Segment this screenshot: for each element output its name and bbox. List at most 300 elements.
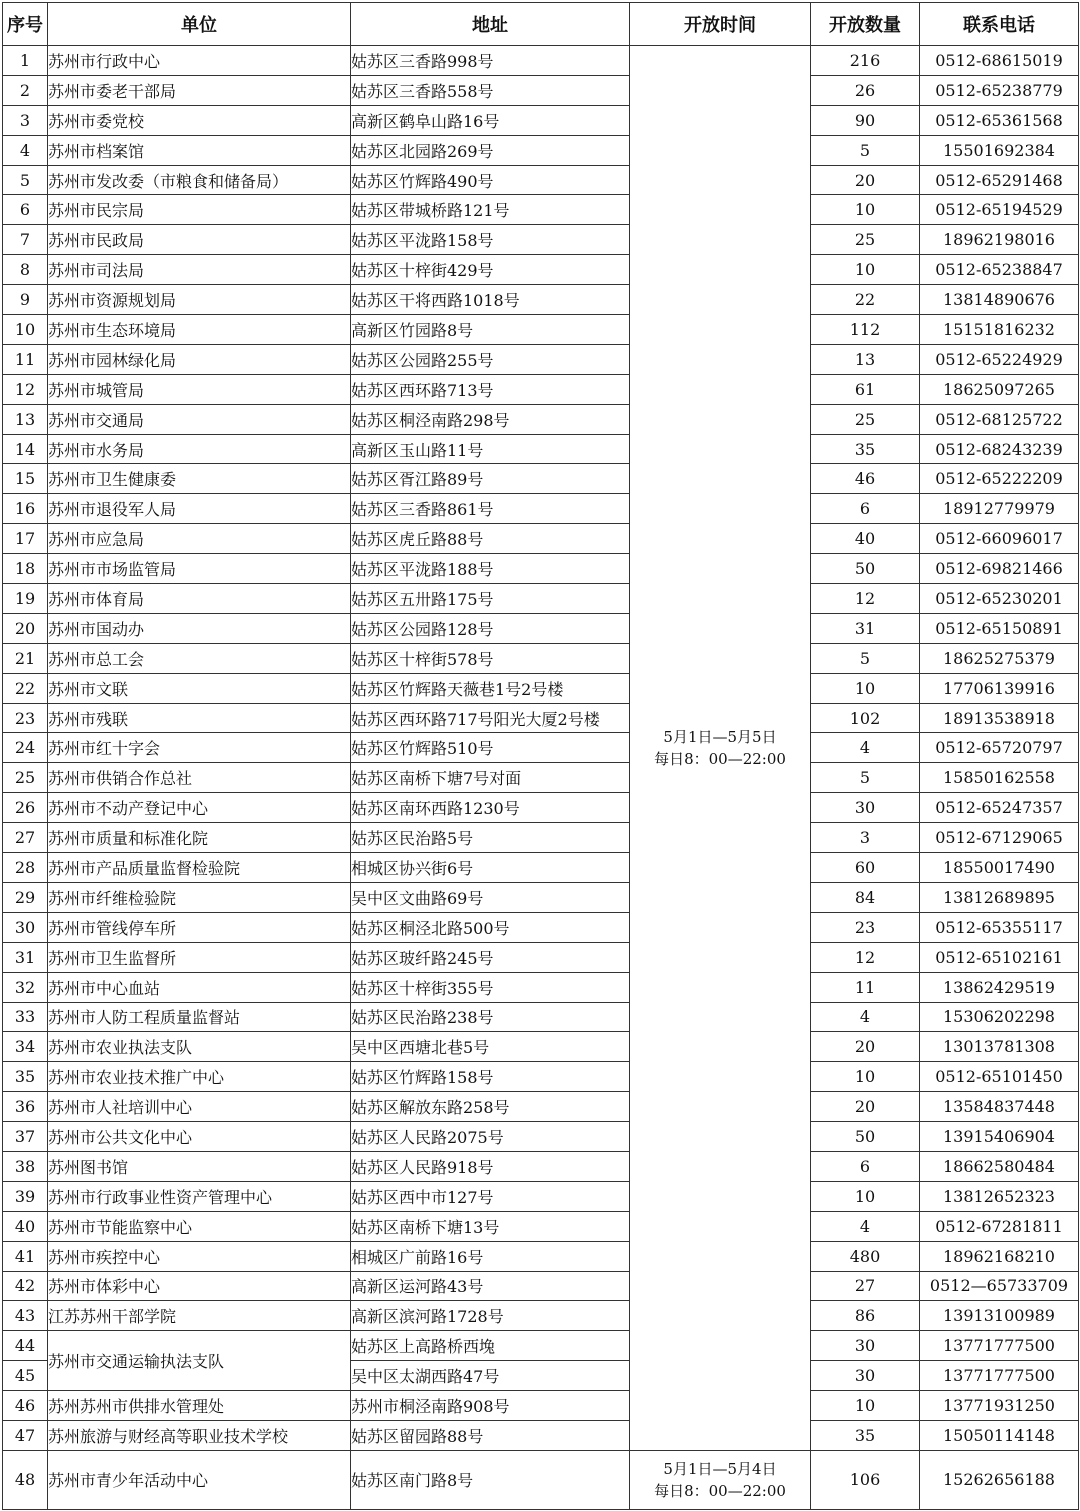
row-number: 17 [3, 524, 48, 554]
contact-phone: 13814890676 [920, 285, 1079, 315]
address: 吴中区太湖西路47号 [351, 1361, 630, 1391]
unit-name: 苏州市民政局 [48, 225, 351, 255]
table-row [3, 1181, 1079, 1211]
open-count: 11 [811, 972, 920, 1002]
unit-name: 苏州市卫生健康委 [48, 464, 351, 494]
open-count: 5 [811, 763, 920, 793]
open-count: 4 [811, 1002, 920, 1032]
address: 姑苏区南环西路1230号 [351, 793, 630, 823]
contact-phone: 18625275379 [920, 643, 1079, 673]
open-count: 26 [811, 75, 920, 105]
contact-phone: 13915406904 [920, 1122, 1079, 1152]
row-number: 36 [3, 1092, 48, 1122]
table-row [3, 1032, 1079, 1062]
open-count: 50 [811, 554, 920, 584]
header-unit: 单位 [48, 3, 351, 46]
contact-phone: 13013781308 [920, 1032, 1079, 1062]
table-row [3, 793, 1079, 823]
address: 姑苏区解放东路258号 [351, 1092, 630, 1122]
row-number: 31 [3, 942, 48, 972]
header-count: 开放数量 [811, 3, 920, 46]
address: 姑苏区桐泾南路298号 [351, 404, 630, 434]
header-phone: 联系电话 [920, 3, 1079, 46]
unit-name: 苏州市发改委（市粮食和储备局） [48, 165, 351, 195]
open-count: 10 [811, 1062, 920, 1092]
unit-name: 苏州市城管局 [48, 374, 351, 404]
open-count: 480 [811, 1241, 920, 1271]
address: 姑苏区南桥下塘13号 [351, 1211, 630, 1241]
unit-name: 苏州市人防工程质量监督站 [48, 1002, 351, 1032]
table-row [3, 1062, 1079, 1092]
row-number: 18 [3, 554, 48, 584]
unit-name: 苏州市档案馆 [48, 135, 351, 165]
open-count: 30 [811, 1361, 920, 1391]
contact-phone: 0512-65355117 [920, 912, 1079, 942]
open-count: 10 [811, 195, 920, 225]
open-count: 30 [811, 793, 920, 823]
contact-phone: 0512-65194529 [920, 195, 1079, 225]
address: 姑苏区竹辉路天薇巷1号2号楼 [351, 673, 630, 703]
open-count: 20 [811, 165, 920, 195]
unit-name: 苏州市公共文化中心 [48, 1122, 351, 1152]
row-number: 14 [3, 434, 48, 464]
table-row [3, 225, 1079, 255]
open-time-shared [630, 46, 811, 1451]
address: 相城区协兴街6号 [351, 853, 630, 883]
table-row [3, 165, 1079, 195]
row-number: 43 [3, 1301, 48, 1331]
table-row [3, 255, 1079, 285]
table-row [3, 972, 1079, 1002]
open-count: 5 [811, 643, 920, 673]
table-row [3, 912, 1079, 942]
open-time-dates: 5月1日—5月5日 [663, 727, 777, 746]
row-number: 47 [3, 1420, 48, 1450]
address: 姑苏区南门路8号 [351, 1450, 630, 1509]
table-body [3, 46, 1079, 1510]
address: 姑苏区民治路238号 [351, 1002, 630, 1032]
row-number: 23 [3, 703, 48, 733]
address: 姑苏区民治路5号 [351, 823, 630, 853]
address: 吴中区文曲路69号 [351, 882, 630, 912]
table-row [3, 46, 1079, 76]
contact-phone: 0512-68125722 [920, 404, 1079, 434]
address: 姑苏区三香路998号 [351, 46, 630, 76]
row-number: 35 [3, 1062, 48, 1092]
unit-name: 苏州市园林绿化局 [48, 344, 351, 374]
row-number: 27 [3, 823, 48, 853]
row-number: 48 [3, 1450, 48, 1509]
open-count: 25 [811, 404, 920, 434]
row-number: 30 [3, 912, 48, 942]
address: 姑苏区公园路128号 [351, 613, 630, 643]
contact-phone: 0512-65102161 [920, 942, 1079, 972]
unit-name: 苏州市民宗局 [48, 195, 351, 225]
address: 姑苏区西环路713号 [351, 374, 630, 404]
address: 姑苏区北园路269号 [351, 135, 630, 165]
open-time-hours: 每日8：00—22:00 [654, 749, 786, 768]
unit-name: 苏州市产品质量监督检验院 [48, 853, 351, 883]
table-row [3, 344, 1079, 374]
table-row [3, 1271, 1079, 1301]
open-count: 12 [811, 942, 920, 972]
address: 相城区广前路16号 [351, 1241, 630, 1271]
table-row [3, 464, 1079, 494]
table-row [3, 1092, 1079, 1122]
row-number: 45 [3, 1361, 48, 1391]
unit-name: 苏州市应急局 [48, 524, 351, 554]
header-time: 开放时间 [630, 3, 811, 46]
open-count: 27 [811, 1271, 920, 1301]
address: 姑苏区桐泾北路500号 [351, 912, 630, 942]
row-number: 11 [3, 344, 48, 374]
address: 姑苏区五卅路175号 [351, 584, 630, 614]
table-row [3, 1450, 1079, 1509]
contact-phone: 0512-65361568 [920, 105, 1079, 135]
row-number: 9 [3, 285, 48, 315]
unit-name: 苏州市疾控中心 [48, 1241, 351, 1271]
address: 姑苏区竹辉路490号 [351, 165, 630, 195]
row-number: 7 [3, 225, 48, 255]
open-count: 5 [811, 135, 920, 165]
unit-name: 苏州市体育局 [48, 584, 351, 614]
contact-phone: 18912779979 [920, 494, 1079, 524]
unit-name: 苏州市市场监管局 [48, 554, 351, 584]
row-number: 3 [3, 105, 48, 135]
open-count: 40 [811, 524, 920, 554]
contact-phone: 13771777500 [920, 1331, 1079, 1361]
table-row [3, 643, 1079, 673]
unit-name: 苏州市人社培训中心 [48, 1092, 351, 1122]
open-count: 20 [811, 1032, 920, 1062]
open-count: 112 [811, 315, 920, 345]
row-number: 34 [3, 1032, 48, 1062]
table-row [3, 374, 1079, 404]
contact-phone: 13584837448 [920, 1092, 1079, 1122]
contact-phone: 17706139916 [920, 673, 1079, 703]
contact-phone: 18913538918 [920, 703, 1079, 733]
header-row [3, 3, 1079, 46]
open-count: 31 [811, 613, 920, 643]
unit-name: 苏州市总工会 [48, 643, 351, 673]
address: 苏州市桐泾南路908号 [351, 1391, 630, 1421]
unit-name: 苏州市生态环境局 [48, 315, 351, 345]
contact-phone: 13913100989 [920, 1301, 1079, 1331]
unit-name: 苏州市水务局 [48, 434, 351, 464]
contact-phone: 15262656188 [920, 1450, 1079, 1509]
row-number: 8 [3, 255, 48, 285]
open-count: 84 [811, 882, 920, 912]
unit-name: 苏州市司法局 [48, 255, 351, 285]
table-row [3, 613, 1079, 643]
unit-name: 苏州市委党校 [48, 105, 351, 135]
unit-name: 苏州市质量和标准化院 [48, 823, 351, 853]
row-number: 21 [3, 643, 48, 673]
open-count: 30 [811, 1331, 920, 1361]
contact-phone: 0512-65291468 [920, 165, 1079, 195]
unit-name: 苏州市青少年活动中心 [48, 1450, 351, 1509]
contact-phone: 15306202298 [920, 1002, 1079, 1032]
table-row [3, 733, 1079, 763]
open-count: 20 [811, 1092, 920, 1122]
table-row [3, 1301, 1079, 1331]
unit-name: 苏州市退役军人局 [48, 494, 351, 524]
row-number: 4 [3, 135, 48, 165]
row-number: 15 [3, 464, 48, 494]
open-count: 35 [811, 434, 920, 464]
unit-name: 苏州市交通运输执法支队 [48, 1331, 351, 1391]
unit-name: 苏州市残联 [48, 703, 351, 733]
unit-name: 苏州市管线停车所 [48, 912, 351, 942]
address: 姑苏区平泷路188号 [351, 554, 630, 584]
address: 姑苏区十梓街355号 [351, 972, 630, 1002]
table-row [3, 285, 1079, 315]
table-header [3, 3, 1079, 46]
unit-name: 苏州苏州市供排水管理处 [48, 1391, 351, 1421]
row-number: 24 [3, 733, 48, 763]
row-number: 20 [3, 613, 48, 643]
contact-phone: 13812689895 [920, 882, 1079, 912]
row-number: 38 [3, 1151, 48, 1181]
row-number: 37 [3, 1122, 48, 1152]
open-count: 6 [811, 1151, 920, 1181]
address: 姑苏区留园路88号 [351, 1420, 630, 1450]
open-count: 50 [811, 1122, 920, 1152]
row-number: 32 [3, 972, 48, 1002]
contact-phone: 0512-65150891 [920, 613, 1079, 643]
unit-name: 苏州市农业技术推广中心 [48, 1062, 351, 1092]
open-count: 10 [811, 255, 920, 285]
contact-phone: 18962168210 [920, 1241, 1079, 1271]
table-row [3, 524, 1079, 554]
unit-name: 苏州图书馆 [48, 1151, 351, 1181]
address: 姑苏区人民路2075号 [351, 1122, 630, 1152]
address: 姑苏区人民路918号 [351, 1151, 630, 1181]
address: 姑苏区西中市127号 [351, 1181, 630, 1211]
contact-phone: 0512-68243239 [920, 434, 1079, 464]
unit-name: 苏州市行政中心 [48, 46, 351, 76]
address: 吴中区西塘北巷5号 [351, 1032, 630, 1062]
address: 姑苏区胥江路89号 [351, 464, 630, 494]
contact-phone: 18550017490 [920, 853, 1079, 883]
contact-phone: 15050114148 [920, 1420, 1079, 1450]
contact-phone: 0512-67281811 [920, 1211, 1079, 1241]
header-no: 序号 [3, 3, 48, 46]
contact-phone: 0512—65733709 [920, 1271, 1079, 1301]
row-number: 42 [3, 1271, 48, 1301]
row-number: 33 [3, 1002, 48, 1032]
address: 高新区滨河路1728号 [351, 1301, 630, 1331]
address: 姑苏区玻纤路245号 [351, 942, 630, 972]
row-number: 13 [3, 404, 48, 434]
table-row [3, 882, 1079, 912]
open-count: 25 [811, 225, 920, 255]
open-count: 90 [811, 105, 920, 135]
address: 姑苏区竹辉路510号 [351, 733, 630, 763]
table-row [3, 1331, 1079, 1361]
table-row [3, 584, 1079, 614]
open-time-hours: 每日8：00—22:00 [654, 1481, 786, 1500]
row-number: 1 [3, 46, 48, 76]
unit-name: 苏州市行政事业性资产管理中心 [48, 1181, 351, 1211]
contact-phone: 18625097265 [920, 374, 1079, 404]
contact-phone: 0512-65238779 [920, 75, 1079, 105]
unit-name: 苏州市供销合作总社 [48, 763, 351, 793]
contact-phone: 0512-68615019 [920, 46, 1079, 76]
open-count: 23 [811, 912, 920, 942]
open-count: 13 [811, 344, 920, 374]
address: 高新区玉山路11号 [351, 434, 630, 464]
contact-phone: 15501692384 [920, 135, 1079, 165]
address: 姑苏区干将西路1018号 [351, 285, 630, 315]
table-row [3, 75, 1079, 105]
open-count: 22 [811, 285, 920, 315]
contact-phone: 15850162558 [920, 763, 1079, 793]
open-count: 4 [811, 733, 920, 763]
table-row [3, 853, 1079, 883]
row-number: 29 [3, 882, 48, 912]
contact-phone: 0512-65238847 [920, 255, 1079, 285]
row-number: 2 [3, 75, 48, 105]
address: 姑苏区上高路桥西堍 [351, 1331, 630, 1361]
table-row [3, 703, 1079, 733]
table-row [3, 195, 1079, 225]
contact-phone: 13812652323 [920, 1181, 1079, 1211]
contact-phone: 0512-65222209 [920, 464, 1079, 494]
open-count: 106 [811, 1450, 920, 1509]
unit-name: 苏州市中心血站 [48, 972, 351, 1002]
table-row [3, 1391, 1079, 1421]
unit-name: 苏州市国动办 [48, 613, 351, 643]
address: 姑苏区三香路861号 [351, 494, 630, 524]
unit-name: 苏州市资源规划局 [48, 285, 351, 315]
unit-name: 苏州市纤维检验院 [48, 882, 351, 912]
address: 姑苏区三香路558号 [351, 75, 630, 105]
contact-phone: 0512-65720797 [920, 733, 1079, 763]
contact-phone: 13862429519 [920, 972, 1079, 1002]
row-number: 41 [3, 1241, 48, 1271]
table-row [3, 404, 1079, 434]
row-number: 25 [3, 763, 48, 793]
open-count: 10 [811, 1391, 920, 1421]
row-number: 5 [3, 165, 48, 195]
table-row [3, 434, 1079, 464]
unit-name: 江苏苏州干部学院 [48, 1301, 351, 1331]
unit-name: 苏州市卫生监督所 [48, 942, 351, 972]
address: 高新区竹园路8号 [351, 315, 630, 345]
unit-name: 苏州市体彩中心 [48, 1271, 351, 1301]
address: 姑苏区平泷路158号 [351, 225, 630, 255]
table-row [3, 1241, 1079, 1271]
table-row [3, 494, 1079, 524]
header-address: 地址 [351, 3, 630, 46]
contact-phone: 13771777500 [920, 1361, 1079, 1391]
address: 姑苏区公园路255号 [351, 344, 630, 374]
open-count: 60 [811, 853, 920, 883]
open-count: 61 [811, 374, 920, 404]
contact-phone: 18962198016 [920, 225, 1079, 255]
table-row [3, 105, 1079, 135]
row-number: 19 [3, 584, 48, 614]
table-row [3, 942, 1079, 972]
row-number: 40 [3, 1211, 48, 1241]
table-row [3, 763, 1079, 793]
row-number: 16 [3, 494, 48, 524]
unit-name: 苏州市不动产登记中心 [48, 793, 351, 823]
unit-name: 苏州市文联 [48, 673, 351, 703]
row-number: 46 [3, 1391, 48, 1421]
open-time [630, 1450, 811, 1509]
open-count: 86 [811, 1301, 920, 1331]
contact-phone: 15151816232 [920, 315, 1079, 345]
open-count: 10 [811, 1181, 920, 1211]
unit-name: 苏州市委老干部局 [48, 75, 351, 105]
contact-phone: 0512-66096017 [920, 524, 1079, 554]
unit-name: 苏州旅游与财经高等职业技术学校 [48, 1420, 351, 1450]
contact-phone: 0512-65247357 [920, 793, 1079, 823]
table-row [3, 315, 1079, 345]
table-row [3, 1420, 1079, 1450]
table-row [3, 673, 1079, 703]
open-count: 35 [811, 1420, 920, 1450]
table-row [3, 1151, 1079, 1181]
open-count: 102 [811, 703, 920, 733]
table-row [3, 823, 1079, 853]
row-number: 39 [3, 1181, 48, 1211]
row-number: 28 [3, 853, 48, 883]
row-number: 12 [3, 374, 48, 404]
address: 高新区鹤阜山路16号 [351, 105, 630, 135]
address: 高新区运河路43号 [351, 1271, 630, 1301]
open-count: 46 [811, 464, 920, 494]
row-number: 6 [3, 195, 48, 225]
row-number: 10 [3, 315, 48, 345]
contact-phone: 13771931250 [920, 1391, 1079, 1421]
contact-phone: 0512-65230201 [920, 584, 1079, 614]
row-number: 22 [3, 673, 48, 703]
address: 姑苏区带城桥路121号 [351, 195, 630, 225]
unit-name: 苏州市红十字会 [48, 733, 351, 763]
address: 姑苏区虎丘路88号 [351, 524, 630, 554]
unit-name: 苏州市交通局 [48, 404, 351, 434]
row-number: 26 [3, 793, 48, 823]
open-count: 12 [811, 584, 920, 614]
open-count: 10 [811, 673, 920, 703]
address: 姑苏区十梓街429号 [351, 255, 630, 285]
open-count: 216 [811, 46, 920, 76]
row-number: 44 [3, 1331, 48, 1361]
address: 姑苏区西环路717号阳光大厦2号楼 [351, 703, 630, 733]
open-count: 4 [811, 1211, 920, 1241]
table-row [3, 1002, 1079, 1032]
address: 姑苏区南桥下塘7号对面 [351, 763, 630, 793]
unit-name: 苏州市农业执法支队 [48, 1032, 351, 1062]
parking-open-table [2, 2, 1079, 1510]
open-count: 3 [811, 823, 920, 853]
contact-phone: 18662580484 [920, 1151, 1079, 1181]
address: 姑苏区竹辉路158号 [351, 1062, 630, 1092]
address: 姑苏区十梓街578号 [351, 643, 630, 673]
contact-phone: 0512-65224929 [920, 344, 1079, 374]
contact-phone: 0512-67129065 [920, 823, 1079, 853]
table-row [3, 135, 1079, 165]
open-time-dates: 5月1日—5月4日 [663, 1459, 777, 1478]
table-row [3, 1122, 1079, 1152]
contact-phone: 0512-65101450 [920, 1062, 1079, 1092]
table-row [3, 554, 1079, 584]
unit-name: 苏州市节能监察中心 [48, 1211, 351, 1241]
table-row [3, 1211, 1079, 1241]
